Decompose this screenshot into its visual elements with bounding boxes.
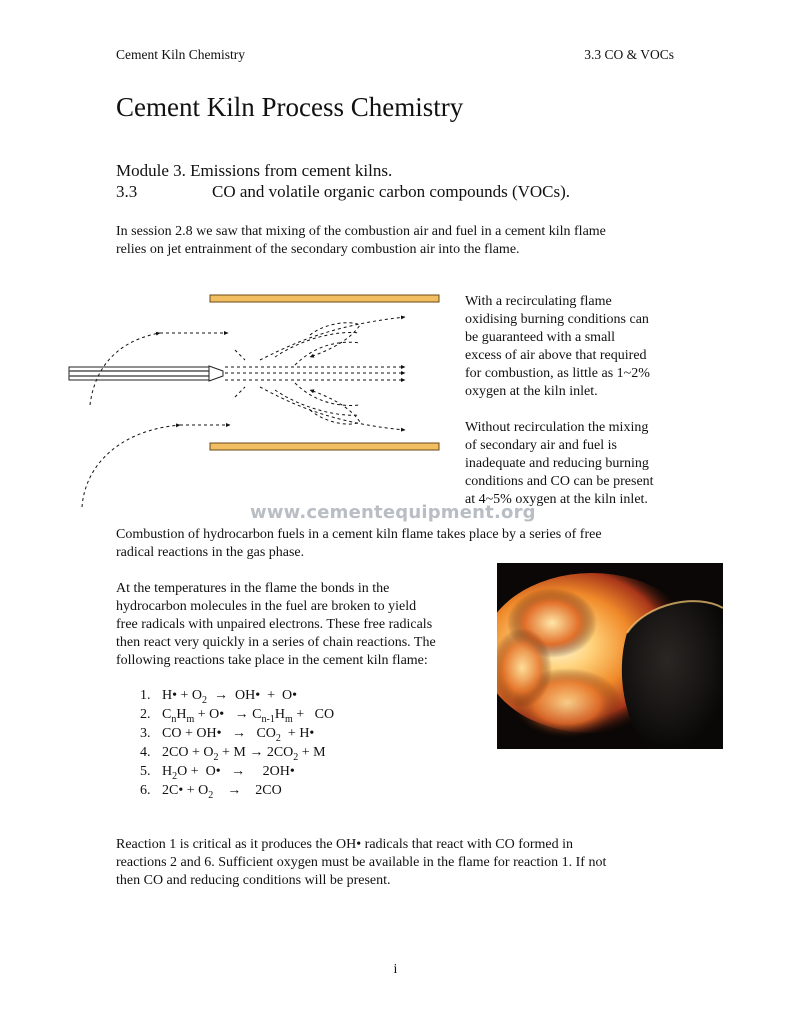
kiln-wall-bottom — [210, 443, 439, 450]
reaction-number: 3. — [140, 726, 151, 741]
reaction-1 — [140, 686, 334, 705]
conclusion-paragraph — [116, 836, 606, 890]
text-line: then react very quickly in a series of chain reactions. The — [116, 635, 436, 650]
subscript: m — [284, 713, 293, 725]
reaction-3 — [140, 724, 334, 743]
text-line: be guaranteed with a small — [465, 330, 616, 345]
reaction-text: H• + O — [162, 688, 203, 703]
reaction-text: + H• — [280, 726, 315, 741]
reaction-text: + M → 2CO — [218, 745, 294, 760]
kiln-wall-top — [210, 295, 439, 302]
reaction-number: 2. — [140, 707, 151, 722]
subscript: 2 — [293, 751, 299, 763]
reaction-text: C — [162, 707, 172, 722]
no-recirculation-text — [465, 419, 654, 509]
reaction-text: CO + OH• → CO — [162, 726, 276, 741]
text-line: hydrocarbon molecules in the fuel are broken to yield — [116, 599, 417, 614]
reaction-number: 6. — [140, 783, 151, 798]
reaction-text: + O• → C — [194, 707, 262, 722]
module-heading — [116, 160, 570, 202]
text-line: excess of air above that required — [465, 348, 647, 363]
reaction-text: → 2CO — [213, 783, 282, 798]
text-line: oxidising burning conditions can — [465, 312, 649, 327]
burner-pipe — [69, 366, 223, 381]
subscript: n-1 — [261, 713, 275, 725]
text-line: then CO and reducing conditions will be present. — [116, 873, 391, 888]
subscript: 2 — [208, 789, 214, 801]
text-line: With a recirculating flame — [465, 294, 612, 309]
recirculation-eddies — [235, 317, 405, 430]
reaction-text: H — [176, 707, 187, 722]
text-line: Combustion of hydrocarbon fuels in a cement kiln flame takes place by a series of free — [116, 527, 602, 542]
burner-flame-photo — [497, 563, 723, 749]
reaction-list — [140, 686, 334, 800]
text-line: free radicals with unpaired electrons. These free radicals — [116, 617, 433, 632]
subscript: 2 — [202, 694, 208, 706]
temperatures-paragraph — [116, 580, 436, 670]
watermark: www.cementequipment.org — [250, 502, 536, 523]
section-number: 3.3 — [116, 182, 138, 201]
text-line: reactions 2 and 6. Sufficient oxygen must be available in the flame for reaction 1. If not — [116, 855, 607, 870]
text-line: oxygen at the kiln inlet. — [465, 384, 598, 399]
text-line: following reactions take place in the cement kiln flame: — [116, 653, 428, 668]
recirculation-text — [465, 293, 650, 401]
section-title: CO and volatile organic carbon compounds (VOCs). — [212, 182, 571, 201]
reaction-2 — [140, 705, 334, 724]
module-line-2 — [116, 181, 570, 202]
text-line: of secondary air and fuel is — [465, 438, 617, 453]
intro-line: relies on jet entrainment of the secondary combustion air into the flame. — [116, 242, 520, 257]
reaction-text: H — [162, 764, 173, 779]
reaction-number: 5. — [140, 764, 151, 779]
subscript: 2 — [213, 751, 219, 763]
running-header-left: Cement Kiln Chemistry — [116, 47, 245, 62]
module-line-1: Module 3. Emissions from cement kilns. — [116, 161, 393, 180]
page-title: Cement Kiln Process Chemistry — [116, 92, 464, 122]
reaction-text: + CO — [292, 707, 335, 722]
subscript: 2 — [275, 732, 281, 744]
subscript: m — [186, 713, 195, 725]
combustion-paragraph — [116, 526, 602, 562]
fuel-jet-streams — [225, 367, 405, 380]
text-line: radical reactions in the gas phase. — [116, 545, 305, 560]
reaction-6 — [140, 781, 334, 800]
intro-line: In session 2.8 we saw that mixing of the combustion air and fuel in a cement kiln flame — [116, 224, 606, 239]
reaction-5 — [140, 762, 334, 781]
text-line: inadequate and reducing burning — [465, 456, 649, 471]
reaction-text: 2CO + O — [162, 745, 214, 760]
text-line: for combustion, as little as 1~2% — [465, 366, 650, 381]
reaction-4 — [140, 743, 334, 762]
reaction-text: O + O• → 2OH• — [177, 764, 295, 779]
reaction-number: 4. — [140, 745, 151, 760]
text-line: Reaction 1 is critical as it produces the OH• radicals that react with CO formed in — [116, 837, 574, 852]
text-line: At the temperatures in the flame the bonds in the — [116, 581, 390, 596]
text-line: at 4~5% oxygen at the kiln inlet. — [465, 492, 648, 507]
intro-paragraph — [116, 223, 606, 259]
running-header-right: 3.3 CO & VOCs — [584, 47, 674, 62]
reaction-number: 1. — [140, 688, 151, 703]
subscript: n — [171, 713, 177, 725]
text-line: Without recirculation the mixing — [465, 420, 649, 435]
reaction-text: → OH• + O• — [207, 688, 298, 703]
reaction-text: 2C• + O — [162, 783, 209, 798]
text-line: conditions and CO can be present — [465, 474, 654, 489]
secondary-air-streams — [82, 333, 230, 507]
page-number: i — [393, 962, 398, 977]
reaction-text: + M — [298, 745, 326, 760]
reaction-text: H — [274, 707, 285, 722]
subscript: 2 — [172, 770, 178, 782]
flame-recirculation-diagram — [60, 285, 460, 517]
